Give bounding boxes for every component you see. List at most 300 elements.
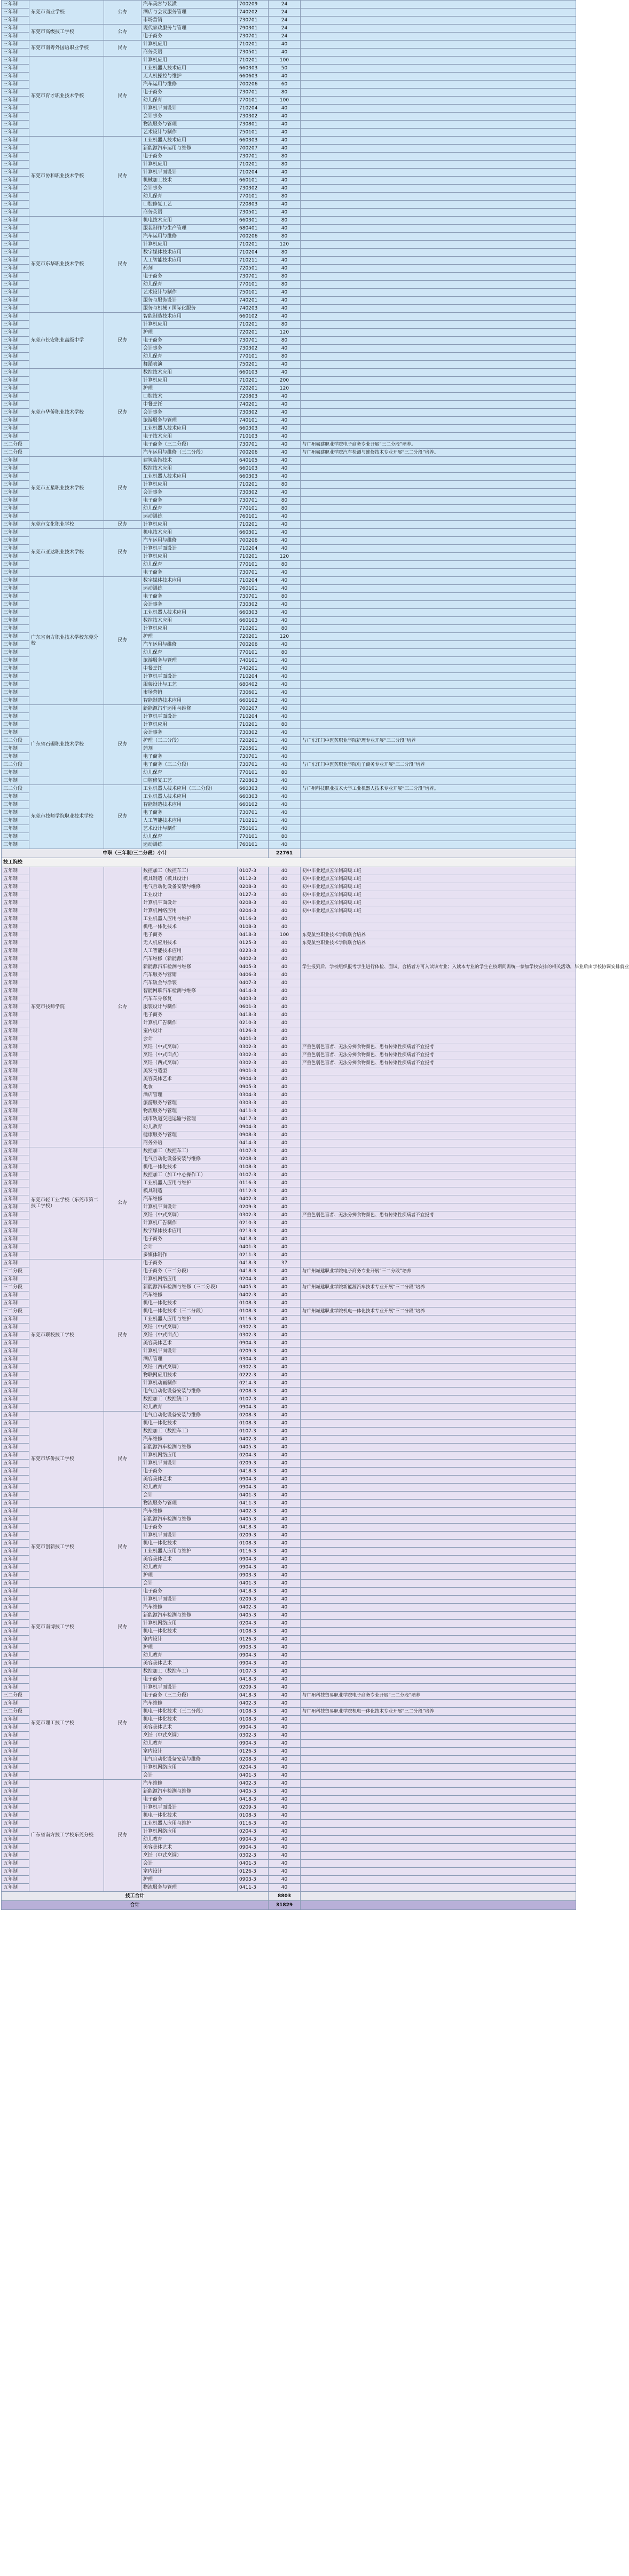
major-cell: 机电一体化技术（三二分段）: [141, 1307, 238, 1315]
level-cell: 五年制: [2, 1884, 29, 1892]
note-cell: 初中毕业起点五年制高级工班: [301, 891, 576, 899]
count-cell: 40: [269, 1564, 301, 1572]
count-cell: 40: [269, 1476, 301, 1484]
note-cell: 与广州科技职业技术大学工业机器人技术专业开展“三二分段”培养。: [301, 785, 576, 793]
code-cell: 0418-3: [238, 1259, 269, 1267]
level-cell: 五年制: [2, 1836, 29, 1844]
major-cell: 物联网应用技术: [141, 1372, 238, 1380]
count-cell: 40: [269, 1732, 301, 1740]
level-cell: 五年制: [2, 947, 29, 955]
level-cell: 三年制: [2, 113, 29, 121]
level-cell: 三年制: [2, 97, 29, 105]
code-cell: 730302: [238, 185, 269, 193]
code-cell: 0411-3: [238, 1500, 269, 1508]
table-row: [2, 217, 576, 225]
major-cell: 电子商务: [141, 1235, 238, 1243]
count-cell: 40: [269, 1796, 301, 1804]
code-cell: 740202: [238, 9, 269, 17]
major-cell: 数字媒体技术应用: [141, 1227, 238, 1235]
nature-cell: 民办: [104, 577, 141, 705]
count-cell: 40: [269, 1516, 301, 1524]
major-cell: 工业机器人应用与维护: [141, 1179, 238, 1187]
major-cell: 计算机平面设计: [141, 1460, 238, 1468]
count-cell: 40: [269, 1684, 301, 1692]
level-cell: 三年制: [2, 777, 29, 785]
count-cell: 40: [269, 1083, 301, 1091]
school-cell: 东莞市华侨职业技术学校: [29, 369, 104, 457]
count-cell: 40: [269, 673, 301, 681]
level-cell: 五年制: [2, 1780, 29, 1788]
code-cell: 0108-3: [238, 1716, 269, 1724]
school-cell: 东莞市长安职业高级中学: [29, 313, 104, 369]
count-cell: 40: [269, 777, 301, 785]
level-cell: 五年制: [2, 1732, 29, 1740]
note-cell: [301, 1420, 576, 1428]
level-cell: 三年制: [2, 273, 29, 281]
code-cell: 740201: [238, 401, 269, 409]
note-cell: [301, 497, 576, 505]
major-cell: 室内设计: [141, 1868, 238, 1876]
code-cell: 0402-3: [238, 1291, 269, 1299]
note-cell: [301, 1804, 576, 1812]
note-cell: 初中毕业起点五年制高级工班: [301, 899, 576, 907]
major-cell: 护理: [141, 1876, 238, 1884]
code-cell: 0209-3: [238, 1203, 269, 1211]
nature-cell: 民办: [104, 217, 141, 313]
code-cell: 0418-3: [238, 1692, 269, 1700]
count-cell: 40: [269, 305, 301, 313]
level-cell: 五年制: [2, 1444, 29, 1452]
major-cell: 汽车车身修复: [141, 995, 238, 1003]
code-cell: 0204-3: [238, 1620, 269, 1628]
major-cell: 计算机动画制作: [141, 1380, 238, 1388]
note-cell: [301, 841, 576, 849]
note-cell: [301, 1748, 576, 1756]
count-cell: 40: [269, 289, 301, 297]
count-cell: 40: [269, 1380, 301, 1388]
code-cell: 760101: [238, 841, 269, 849]
note-cell: [301, 1323, 576, 1331]
level-cell: 三年制: [2, 489, 29, 497]
level-cell: 五年制: [2, 971, 29, 979]
count-cell: 40: [269, 1740, 301, 1748]
level-cell: 三年制: [2, 465, 29, 473]
note-cell: [301, 1852, 576, 1860]
level-cell: 三年制: [2, 169, 29, 177]
school-cell: 东莞市南博技工学校: [29, 1588, 104, 1668]
nature-cell: 民办: [104, 705, 141, 785]
count-cell: 40: [269, 489, 301, 497]
note-cell: [301, 81, 576, 89]
code-cell: 720803: [238, 777, 269, 785]
count-cell: 40: [269, 971, 301, 979]
note-cell: [301, 1099, 576, 1107]
note-cell: [301, 1700, 576, 1708]
count-cell: 40: [269, 73, 301, 81]
note-cell: [301, 1716, 576, 1724]
level-cell: 三年制: [2, 657, 29, 665]
note-cell: [301, 1428, 576, 1436]
note-cell: [301, 281, 576, 289]
count-cell: 40: [269, 1267, 301, 1275]
nature-cell: 公办: [104, 25, 141, 41]
code-cell: 770101: [238, 833, 269, 841]
level-cell: 三年制: [2, 593, 29, 601]
subtotal-blank: [301, 849, 576, 858]
level-cell: 三年制: [2, 793, 29, 801]
code-cell: 0222-3: [238, 1372, 269, 1380]
code-cell: 0418-3: [238, 1588, 269, 1596]
count-cell: 120: [269, 633, 301, 641]
code-cell: 0601-3: [238, 1003, 269, 1011]
major-cell: 物流服务与管理: [141, 1500, 238, 1508]
school-cell: 东莞市高级技工学校: [29, 25, 104, 41]
count-cell: 80: [269, 233, 301, 241]
table-row: [2, 1780, 576, 1788]
school-cell: 东莞市技师学院职业技术学校: [29, 785, 104, 849]
note-cell: 与广州科技贸易职业学院机电一体化技术专业开展“三二分段”培养: [301, 1708, 576, 1716]
major-cell: 新能源汽车检测与维修: [141, 963, 238, 971]
note-cell: [301, 1179, 576, 1187]
major-cell: 工业机器人应用与维护: [141, 1315, 238, 1323]
level-cell: 三年制: [2, 841, 29, 849]
note-cell: [301, 321, 576, 329]
major-cell: 计算机广告制作: [141, 1219, 238, 1227]
level-cell: 五年制: [2, 1524, 29, 1532]
level-cell: 三年制: [2, 105, 29, 113]
note-cell: [301, 1660, 576, 1668]
major-cell: 运动训练: [141, 585, 238, 593]
note-cell: [301, 1348, 576, 1356]
count-cell: 40: [269, 697, 301, 705]
note-cell: [301, 1412, 576, 1420]
count-cell: 40: [269, 1820, 301, 1828]
code-cell: 0904-3: [238, 1484, 269, 1492]
note-cell: [301, 457, 576, 465]
count-cell: 40: [269, 737, 301, 745]
table-row: [2, 1259, 576, 1267]
major-cell: 商务外语: [141, 1139, 238, 1147]
major-cell: 会计事务: [141, 185, 238, 193]
note-cell: [301, 1492, 576, 1500]
major-cell: 计算机应用: [141, 321, 238, 329]
major-cell: 幼儿保育: [141, 353, 238, 361]
count-cell: 40: [269, 1003, 301, 1011]
level-cell: 五年制: [2, 1027, 29, 1035]
note-cell: 初中毕业起点五年制高级工班: [301, 907, 576, 915]
note-cell: [301, 1860, 576, 1868]
note-cell: [301, 1460, 576, 1468]
major-cell: 烹饪（西式烹调）: [141, 1364, 238, 1372]
count-cell: 40: [269, 529, 301, 537]
major-cell: 工业机器人技术应用: [141, 65, 238, 73]
section-heading-row: [2, 858, 576, 867]
count-cell: 40: [269, 1828, 301, 1836]
count-cell: 40: [269, 1059, 301, 1067]
major-cell: 舞蹈表演: [141, 361, 238, 369]
code-cell: 710211: [238, 817, 269, 825]
level-cell: 五年制: [2, 1123, 29, 1131]
note-cell: [301, 955, 576, 963]
major-cell: 数控加工（加工中心操作工）: [141, 1171, 238, 1179]
code-cell: 0125-3: [238, 939, 269, 947]
major-cell: 幼儿保育: [141, 505, 238, 513]
code-cell: 0418-3: [238, 931, 269, 939]
note-cell: [301, 433, 576, 441]
level-cell: 五年制: [2, 1540, 29, 1548]
nature-cell: 民办: [104, 521, 141, 529]
code-cell: 730701: [238, 569, 269, 577]
code-cell: 710201: [238, 57, 269, 65]
count-cell: 40: [269, 1652, 301, 1660]
table-row: [2, 1412, 576, 1420]
school-cell: 东莞市华侨技工学校: [29, 1412, 104, 1508]
major-cell: 计算机平面设计: [141, 1684, 238, 1692]
code-cell: 0108-3: [238, 1163, 269, 1171]
code-cell: 760101: [238, 513, 269, 521]
subtotal-label: 合计: [2, 1901, 269, 1910]
level-cell: 三年制: [2, 673, 29, 681]
count-cell: 40: [269, 1428, 301, 1436]
level-cell: 五年制: [2, 1820, 29, 1828]
count-cell: 37: [269, 1259, 301, 1267]
note-cell: [301, 1516, 576, 1524]
code-cell: 0403-3: [238, 995, 269, 1003]
major-cell: 计算机应用: [141, 481, 238, 489]
code-cell: 730302: [238, 113, 269, 121]
count-cell: 40: [269, 1660, 301, 1668]
major-cell: 会计: [141, 1580, 238, 1588]
count-cell: 40: [269, 809, 301, 817]
count-cell: 40: [269, 1620, 301, 1628]
note-cell: [301, 1083, 576, 1091]
count-cell: 40: [269, 1299, 301, 1307]
count-cell: 40: [269, 1075, 301, 1083]
level-cell: 五年制: [2, 1251, 29, 1259]
count-cell: 80: [269, 353, 301, 361]
level-cell: 三年制: [2, 689, 29, 697]
count-cell: 80: [269, 281, 301, 289]
level-cell: 五年制: [2, 1764, 29, 1772]
major-cell: 工业机器人应用与维护: [141, 1820, 238, 1828]
table-row: [2, 1147, 576, 1155]
level-cell: 五年制: [2, 1115, 29, 1123]
table-row: [2, 1508, 576, 1516]
major-cell: 计算机网络应用: [141, 1764, 238, 1772]
level-cell: 三年制: [2, 129, 29, 137]
note-cell: [301, 1331, 576, 1339]
note-cell: [301, 1019, 576, 1027]
count-cell: 40: [269, 1155, 301, 1163]
level-cell: 三年制: [2, 41, 29, 49]
major-cell: 烹饪（中式烹调）: [141, 1732, 238, 1740]
major-cell: 会计: [141, 1035, 238, 1043]
note-cell: [301, 1259, 576, 1267]
code-cell: 720201: [238, 385, 269, 393]
major-cell: 烹饪（西式烹调）: [141, 1059, 238, 1067]
major-cell: 数字媒体技术应用: [141, 249, 238, 257]
count-cell: 40: [269, 1876, 301, 1884]
code-cell: 0406-3: [238, 971, 269, 979]
code-cell: 770101: [238, 561, 269, 569]
code-cell: 720501: [238, 265, 269, 273]
level-cell: 五年制: [2, 1596, 29, 1604]
major-cell: 艺术设计与制作: [141, 289, 238, 297]
count-cell: 40: [269, 457, 301, 465]
major-cell: 汽车钣金与涂装: [141, 979, 238, 987]
note-cell: [301, 641, 576, 649]
code-cell: 0208-3: [238, 1412, 269, 1420]
note-cell: [301, 1604, 576, 1612]
count-cell: 40: [269, 745, 301, 753]
note-cell: [301, 825, 576, 833]
major-cell: 计算机应用: [141, 721, 238, 729]
code-cell: 0904-3: [238, 1724, 269, 1732]
level-cell: 三年制: [2, 817, 29, 825]
code-cell: 710211: [238, 257, 269, 265]
code-cell: 0402-3: [238, 1700, 269, 1708]
note-cell: [301, 1820, 576, 1828]
major-cell: 室内设计: [141, 1027, 238, 1035]
major-cell: 美容美体艺术: [141, 1844, 238, 1852]
note-cell: 东莞航空职业技术学院联合培养: [301, 939, 576, 947]
count-cell: 40: [269, 169, 301, 177]
code-cell: 0126-3: [238, 1748, 269, 1756]
note-cell: [301, 313, 576, 321]
note-cell: [301, 521, 576, 529]
count-cell: 40: [269, 201, 301, 209]
count-cell: 40: [269, 1780, 301, 1788]
code-cell: 760101: [238, 585, 269, 593]
major-cell: 计算机网络应用: [141, 1275, 238, 1283]
code-cell: 0302-3: [238, 1043, 269, 1051]
level-cell: 三二分段: [2, 785, 29, 793]
code-cell: 0204-3: [238, 1452, 269, 1460]
count-cell: 40: [269, 1131, 301, 1139]
major-cell: 新能源汽车检测与维修（三二分段）: [141, 1283, 238, 1291]
code-cell: 660303: [238, 137, 269, 145]
note-cell: [301, 1356, 576, 1364]
code-cell: 700206: [238, 81, 269, 89]
code-cell: 0108-3: [238, 1812, 269, 1820]
major-cell: 计算机平面设计: [141, 1532, 238, 1540]
major-cell: 城市轨道交通运输与管理: [141, 1115, 238, 1123]
level-cell: 五年制: [2, 1331, 29, 1339]
note-cell: [301, 1524, 576, 1532]
code-cell: 660301: [238, 529, 269, 537]
code-cell: 0302-3: [238, 1732, 269, 1740]
count-cell: 40: [269, 537, 301, 545]
major-cell: 智能网联汽车检测与维修: [141, 987, 238, 995]
major-cell: 电气自动化设备安装与维修: [141, 1412, 238, 1420]
note-cell: [301, 1684, 576, 1692]
note-cell: [301, 209, 576, 217]
count-cell: 40: [269, 1195, 301, 1203]
level-cell: 五年制: [2, 1516, 29, 1524]
code-cell: 0401-3: [238, 1492, 269, 1500]
code-cell: 0210-3: [238, 1219, 269, 1227]
level-cell: 三年制: [2, 201, 29, 209]
major-cell: 护理: [141, 329, 238, 337]
note-cell: [301, 241, 576, 249]
major-cell: 新能源汽车运用与维修: [141, 705, 238, 713]
major-cell: 计算机应用: [141, 161, 238, 169]
code-cell: 0903-3: [238, 1876, 269, 1884]
code-cell: 720201: [238, 633, 269, 641]
count-cell: 40: [269, 417, 301, 425]
major-cell: 幼儿教育: [141, 1123, 238, 1131]
count-cell: 40: [269, 1812, 301, 1820]
level-cell: 五年制: [2, 1179, 29, 1187]
note-cell: [301, 113, 576, 121]
count-cell: 40: [269, 105, 301, 113]
level-cell: 三年制: [2, 1, 29, 9]
count-cell: 40: [269, 1524, 301, 1532]
code-cell: 730501: [238, 209, 269, 217]
note-cell: [301, 401, 576, 409]
note-cell: [301, 513, 576, 521]
count-cell: 200: [269, 377, 301, 385]
level-cell: 三年制: [2, 425, 29, 433]
count-cell: 80: [269, 193, 301, 201]
level-cell: 三年制: [2, 225, 29, 233]
major-cell: 计算机应用: [141, 377, 238, 385]
count-cell: 40: [269, 409, 301, 417]
major-cell: 工业机器人应用与维护: [141, 1548, 238, 1556]
level-cell: 五年制: [2, 923, 29, 931]
school-cell: 东莞市育才职业技术学校: [29, 57, 104, 137]
code-cell: 740201: [238, 665, 269, 673]
note-cell: 学生报到后，学校组织报考学生进行体检、面试，合格者方可入读该专业；入读本专业的学生在校期间需统一参加学校安排的相关活动，毕业后由学校协调安排就业: [301, 963, 576, 971]
note-cell: [301, 9, 576, 17]
code-cell: 730701: [238, 337, 269, 345]
count-cell: 40: [269, 891, 301, 899]
major-cell: 烹饪（中式烹调）: [141, 1211, 238, 1219]
code-cell: 660103: [238, 369, 269, 377]
count-cell: 40: [269, 713, 301, 721]
level-cell: 五年制: [2, 1259, 29, 1267]
note-cell: 与广州城建职业学院汽车检测与维修技术专业开展“三二分段”培养。: [301, 449, 576, 457]
count-cell: 40: [269, 907, 301, 915]
code-cell: 730302: [238, 489, 269, 497]
major-cell: 无人机操控与维护: [141, 73, 238, 81]
note-cell: [301, 1580, 576, 1588]
nature-cell: 民办: [104, 1668, 141, 1780]
level-cell: 三年制: [2, 393, 29, 401]
major-cell: 汽车维修: [141, 1508, 238, 1516]
count-cell: 40: [269, 113, 301, 121]
count-cell: 40: [269, 393, 301, 401]
major-cell: 模具制造（模具设计）: [141, 875, 238, 883]
code-cell: 710201: [238, 553, 269, 561]
code-cell: 0401-3: [238, 1243, 269, 1251]
major-cell: 计算机平面设计: [141, 899, 238, 907]
note-cell: [301, 337, 576, 345]
major-cell: 商务英语: [141, 49, 238, 57]
note-cell: [301, 1828, 576, 1836]
level-cell: 三年制: [2, 145, 29, 153]
code-cell: 710201: [238, 321, 269, 329]
code-cell: 730701: [238, 753, 269, 761]
level-cell: 五年制: [2, 867, 29, 875]
level-cell: 五年制: [2, 1275, 29, 1283]
level-cell: 五年制: [2, 955, 29, 963]
table-row: [2, 457, 576, 465]
count-cell: 40: [269, 177, 301, 185]
note-cell: [301, 33, 576, 41]
level-cell: 三年制: [2, 33, 29, 41]
level-cell: 三二分段: [2, 1267, 29, 1275]
